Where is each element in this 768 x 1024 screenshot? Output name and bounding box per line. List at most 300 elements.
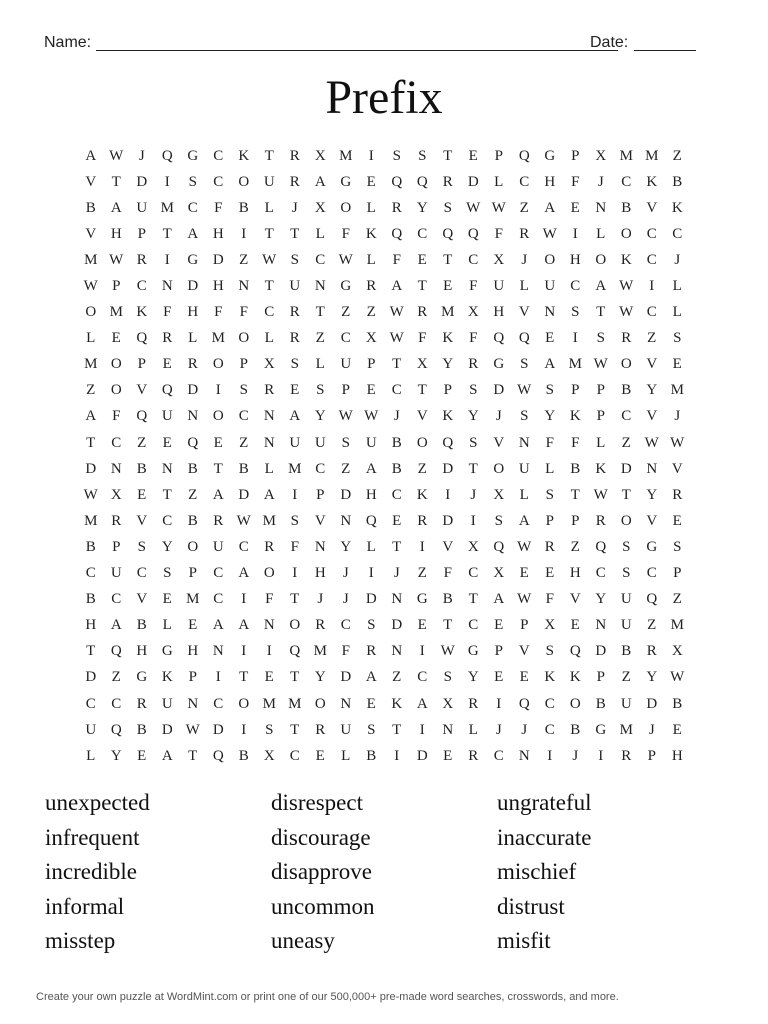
grid-letter: B (238, 199, 249, 216)
grid-letter: Z (672, 147, 682, 164)
grid-letter: A (493, 591, 505, 608)
grid-letter: N (187, 408, 199, 425)
grid-letter: U (314, 434, 326, 451)
grid-letter: N (161, 460, 173, 477)
grid-letter: Z (392, 669, 402, 686)
grid-letter: W (364, 408, 379, 425)
grid-letter: F (290, 538, 299, 555)
grid-letter: O (595, 251, 607, 268)
grid-letter: G (595, 721, 607, 738)
grid-letter: D (340, 486, 352, 503)
grid-letter: S (494, 512, 503, 529)
grid-letter: J (138, 147, 145, 164)
grid-letter: P (520, 617, 529, 634)
grid-letter: X (365, 330, 377, 347)
grid-letter: L (366, 251, 376, 268)
grid-letter: P (571, 147, 580, 164)
word-list-item: informal (45, 893, 125, 919)
grid-letter: S (520, 356, 529, 373)
grid-letter: G (646, 538, 658, 555)
grid-letter: G (467, 643, 479, 660)
word-list-item: infrequent (45, 824, 140, 850)
grid-letter: C (493, 747, 504, 764)
grid-letter: L (188, 330, 198, 347)
grid-letter: Y (314, 408, 326, 425)
grid-letter: H (493, 304, 505, 321)
grid-letter: D (161, 721, 173, 738)
grid-letter: I (470, 512, 476, 529)
grid-letter: W (517, 382, 532, 399)
grid-letter: P (367, 356, 376, 373)
grid-letter: Q (569, 643, 581, 660)
grid-letter: A (518, 512, 530, 529)
grid-letter: A (263, 486, 275, 503)
grid-letter: G (187, 251, 199, 268)
grid-letter: I (572, 225, 578, 242)
grid-letter: T (392, 538, 402, 555)
grid-letter: K (365, 225, 377, 242)
grid-letter: G (340, 173, 352, 190)
grid-letter: R (468, 695, 479, 712)
grid-letter: Z (341, 304, 351, 321)
grid-letter: K (569, 408, 581, 425)
grid-letter: J (317, 591, 324, 608)
grid-letter: Z (647, 617, 657, 634)
grid-letter: G (340, 278, 352, 295)
grid-letter: S (545, 643, 554, 660)
grid-letter: Y (314, 669, 326, 686)
grid-letter: E (468, 147, 478, 164)
grid-letter: A (391, 278, 403, 295)
grid-letter: R (289, 173, 300, 190)
grid-letter: N (314, 538, 326, 555)
grid-letter: P (137, 356, 146, 373)
grid-letter: E (366, 173, 376, 190)
grid-letter: R (289, 330, 300, 347)
grid-letter: W (517, 538, 532, 555)
grid-letter: B (621, 199, 632, 216)
grid-letter: D (467, 173, 479, 190)
grid-letter: N (161, 278, 173, 295)
grid-letter: R (621, 330, 632, 347)
word-list-item: misstep (45, 928, 116, 953)
grid-letter: M (619, 147, 633, 164)
grid-letter: Z (239, 434, 249, 451)
grid-letter: L (86, 330, 96, 347)
grid-letter: H (85, 617, 97, 634)
grid-letter: P (545, 512, 554, 529)
grid-letter: E (188, 617, 198, 634)
grid-letter: X (671, 643, 683, 660)
grid-letter: L (264, 330, 274, 347)
grid-letter: C (187, 199, 198, 216)
grid-letter: Q (136, 330, 148, 347)
grid-letter: I (368, 565, 374, 582)
grid-letter: U (620, 695, 632, 712)
grid-letter: D (442, 512, 454, 529)
grid-letter: V (493, 434, 505, 451)
grid-letter: H (569, 565, 581, 582)
grid-letter: S (622, 565, 631, 582)
grid-letter: L (672, 278, 682, 295)
grid-letter: A (85, 408, 97, 425)
word-list-item: ungrateful (497, 790, 592, 815)
grid-letter: P (596, 382, 605, 399)
grid-letter: T (417, 382, 427, 399)
grid-letter: N (391, 591, 403, 608)
grid-letter: G (544, 147, 556, 164)
grid-letter: W (338, 251, 353, 268)
grid-letter: Z (188, 486, 198, 503)
grid-letter: Y (467, 669, 479, 686)
grid-letter: C (391, 382, 402, 399)
grid-letter: X (467, 538, 479, 555)
grid-letter: W (389, 330, 404, 347)
grid-letter: T (392, 356, 402, 373)
grid-letter: N (314, 278, 326, 295)
grid-letter: Q (493, 330, 505, 347)
grid-letter: T (264, 278, 274, 295)
grid-letter: O (569, 695, 581, 712)
grid-letter: A (544, 199, 556, 216)
grid-letter: T (290, 225, 300, 242)
grid-letter: C (213, 591, 224, 608)
grid-letter: C (136, 278, 147, 295)
grid-letter: K (646, 173, 658, 190)
grid-letter: W (593, 356, 608, 373)
grid-letter: J (342, 591, 349, 608)
grid-letter: M (211, 330, 225, 347)
grid-letter: E (213, 434, 223, 451)
grid-letter: H (365, 486, 377, 503)
grid-letter: I (241, 591, 247, 608)
grid-letter: I (215, 669, 221, 686)
grid-letter: R (136, 251, 147, 268)
grid-letter: N (442, 721, 454, 738)
grid-letter: T (162, 486, 172, 503)
grid-letter: N (544, 304, 556, 321)
grid-letter: I (241, 643, 247, 660)
grid-letter: K (442, 408, 454, 425)
grid-letter: A (595, 278, 607, 295)
grid-letter: J (597, 173, 604, 190)
grid-letter: N (238, 278, 250, 295)
grid-letter: G (136, 669, 148, 686)
grid-letter: Z (621, 669, 631, 686)
grid-letter: F (392, 251, 401, 268)
grid-letter: C (340, 617, 351, 634)
word-list-item: inaccurate (497, 824, 592, 850)
grid-letter: M (288, 460, 302, 477)
date-field-line (634, 32, 696, 51)
grid-letter: Q (595, 538, 607, 555)
grid-letter: T (596, 304, 606, 321)
grid-letter: X (544, 617, 556, 634)
grid-letter: X (314, 199, 326, 216)
grid-letter: F (469, 330, 478, 347)
grid-letter: V (85, 173, 97, 190)
grid-letter: I (266, 643, 272, 660)
grid-letter: D (391, 617, 403, 634)
grid-letter: U (620, 617, 632, 634)
grid-letter: B (366, 747, 377, 764)
grid-letter: E (315, 747, 325, 764)
grid-letter: C (468, 617, 479, 634)
grid-letter: T (290, 591, 300, 608)
grid-letter: O (85, 304, 97, 321)
grid-letter: C (238, 408, 249, 425)
grid-letter: S (290, 512, 299, 529)
grid-letter: L (596, 225, 606, 242)
grid-letter: U (136, 199, 148, 216)
grid-letter: A (238, 617, 250, 634)
grid-letter: L (596, 434, 606, 451)
grid-letter: D (136, 173, 148, 190)
grid-letter: Y (646, 382, 658, 399)
grid-letter: Z (111, 669, 121, 686)
grid-letter: L (672, 304, 682, 321)
grid-letter: B (621, 382, 632, 399)
grid-letter: X (442, 695, 454, 712)
grid-letter: W (491, 199, 506, 216)
grid-letter: A (365, 460, 377, 477)
grid-letter: E (366, 695, 376, 712)
grid-letter: N (110, 460, 122, 477)
grid-letter: L (341, 747, 351, 764)
grid-letter: M (645, 147, 659, 164)
grid-letter: P (596, 408, 605, 425)
grid-letter: V (518, 643, 530, 660)
grid-letter: G (187, 147, 199, 164)
grid-letter: I (547, 747, 553, 764)
word-list (45, 790, 725, 963)
grid-letter: T (264, 225, 274, 242)
grid-letter: A (544, 356, 556, 373)
grid-letter: W (670, 434, 685, 451)
grid-letter: P (571, 382, 580, 399)
grid-letter: P (494, 147, 503, 164)
grid-letter: C (264, 304, 275, 321)
grid-letter: N (646, 460, 658, 477)
word-list-item: uneasy (271, 928, 335, 953)
grid-letter: X (416, 356, 428, 373)
grid-letter: F (341, 225, 350, 242)
grid-letter: B (595, 695, 606, 712)
grid-letter: S (673, 330, 682, 347)
grid-letter: P (188, 565, 197, 582)
grid-letter: F (265, 591, 274, 608)
grid-letter: Q (391, 173, 403, 190)
grid-letter: Y (442, 356, 454, 373)
grid-letter: I (572, 330, 578, 347)
grid-letter: T (264, 147, 274, 164)
grid-letter: J (674, 251, 681, 268)
grid-letter: Z (341, 460, 351, 477)
grid-letter: W (440, 643, 455, 660)
word-list-item: misfit (497, 928, 551, 953)
grid-letter: F (545, 591, 554, 608)
grid-letter: X (263, 356, 275, 373)
grid-letter: W (236, 512, 251, 529)
grid-letter: O (212, 356, 224, 373)
letter-grid (78, 143, 690, 769)
grid-letter: B (442, 591, 453, 608)
grid-letter: J (648, 721, 655, 738)
grid-letter: W (83, 278, 98, 295)
grid-letter: H (110, 225, 122, 242)
grid-letter: O (620, 512, 632, 529)
grid-letter: W (109, 251, 124, 268)
grid-letter: C (340, 330, 351, 347)
grid-letter: S (290, 356, 299, 373)
grid-letter: B (570, 721, 581, 738)
grid-letter: T (443, 617, 453, 634)
grid-letter: V (136, 382, 148, 399)
grid-letter: M (109, 304, 123, 321)
grid-letter: A (212, 617, 224, 634)
grid-letter: L (468, 721, 478, 738)
grid-letter: X (493, 565, 505, 582)
grid-letter: C (646, 565, 657, 582)
grid-letter: G (416, 591, 428, 608)
grid-letter: Z (315, 330, 325, 347)
grid-letter: U (340, 721, 352, 738)
grid-letter: W (517, 591, 532, 608)
word-list-item: incredible (45, 859, 137, 884)
grid-letter: J (495, 721, 502, 738)
grid-letter: D (85, 669, 97, 686)
grid-letter: K (671, 199, 683, 216)
grid-letter: W (670, 669, 685, 686)
grid-letter: Y (595, 591, 607, 608)
grid-letter: F (112, 408, 121, 425)
grid-letter: S (316, 382, 325, 399)
grid-letter: M (84, 512, 98, 529)
grid-letter: S (545, 382, 554, 399)
grid-letter: T (162, 225, 172, 242)
grid-letter: E (137, 747, 147, 764)
grid-letter: X (467, 304, 479, 321)
grid-letter: C (162, 512, 173, 529)
grid-letter: Y (416, 199, 428, 216)
grid-letter: S (571, 304, 580, 321)
grid-letter: C (417, 669, 428, 686)
grid-letter: N (263, 408, 275, 425)
grid-letter: D (620, 460, 632, 477)
grid-letter: I (419, 643, 425, 660)
grid-letter: E (672, 356, 682, 373)
grid-letter: V (136, 512, 148, 529)
grid-letter: R (621, 747, 632, 764)
word-list-item: uncommon (271, 893, 375, 919)
grid-letter: T (570, 486, 580, 503)
grid-letter: H (569, 251, 581, 268)
grid-letter: A (289, 408, 301, 425)
grid-letter: W (262, 251, 277, 268)
grid-letter: Z (570, 538, 580, 555)
grid-letter: Q (161, 382, 173, 399)
grid-letter: C (289, 747, 300, 764)
grid-letter: C (213, 147, 224, 164)
grid-letter: Q (365, 512, 377, 529)
grid-letter: Z (137, 434, 147, 451)
grid-letter: M (670, 382, 684, 399)
grid-letter: U (85, 721, 97, 738)
grid-letter: D (442, 460, 454, 477)
grid-letter: D (646, 695, 658, 712)
grid-letter: O (187, 538, 199, 555)
grid-letter: C (315, 460, 326, 477)
footer-note: Create your own puzzle at WordMint.com or print one of our 500,000+ pre-made word searches, crosswords, and more. (36, 991, 619, 1003)
grid-letter: C (315, 251, 326, 268)
grid-letter: M (619, 721, 633, 738)
grid-letter: U (340, 356, 352, 373)
grid-letter: B (85, 199, 96, 216)
grid-letter: E (392, 512, 402, 529)
grid-letter: J (291, 199, 298, 216)
grid-letter: C (646, 304, 657, 321)
grid-letter: D (187, 278, 199, 295)
grid-letter: K (620, 251, 632, 268)
grid-letter: R (162, 330, 173, 347)
grid-letter: O (238, 330, 250, 347)
grid-letter: Q (212, 747, 224, 764)
grid-letter: R (417, 304, 428, 321)
grid-letter: B (238, 460, 249, 477)
grid-letter: I (164, 251, 170, 268)
grid-letter: J (470, 486, 477, 503)
grid-letter: D (365, 591, 377, 608)
grid-letter: P (112, 538, 121, 555)
grid-letter: R (315, 721, 326, 738)
grid-letter: R (315, 617, 326, 634)
grid-letter: R (213, 512, 224, 529)
grid-letter: H (136, 643, 148, 660)
grid-letter: E (570, 617, 580, 634)
grid-letter: V (85, 225, 97, 242)
grid-letter: L (519, 278, 529, 295)
grid-letter: B (238, 747, 249, 764)
grid-letter: C (672, 225, 683, 242)
grid-letter: E (443, 747, 453, 764)
grid-letter: W (185, 721, 200, 738)
grid-letter: A (187, 225, 199, 242)
grid-letter: J (393, 565, 400, 582)
grid-letter: T (188, 747, 198, 764)
word-list-item: unexpected (45, 790, 150, 815)
grid-letter: V (646, 512, 658, 529)
grid-letter: S (188, 173, 197, 190)
grid-letter: Q (467, 225, 479, 242)
grid-letter: O (110, 356, 122, 373)
grid-letter: D (493, 382, 505, 399)
grid-letter: M (568, 356, 582, 373)
grid-letter: L (86, 747, 96, 764)
grid-letter: F (214, 199, 223, 216)
grid-letter: R (468, 356, 479, 373)
grid-letter: A (238, 565, 250, 582)
grid-letter: A (212, 486, 224, 503)
grid-letter: R (289, 304, 300, 321)
grid-letter: Y (110, 747, 122, 764)
grid-letter: L (315, 225, 325, 242)
grid-letter: E (137, 486, 147, 503)
grid-letter: P (494, 643, 503, 660)
grid-letter: A (314, 173, 326, 190)
grid-letter: Z (417, 460, 427, 477)
grid-letter: O (314, 695, 326, 712)
grid-letter: U (289, 278, 301, 295)
